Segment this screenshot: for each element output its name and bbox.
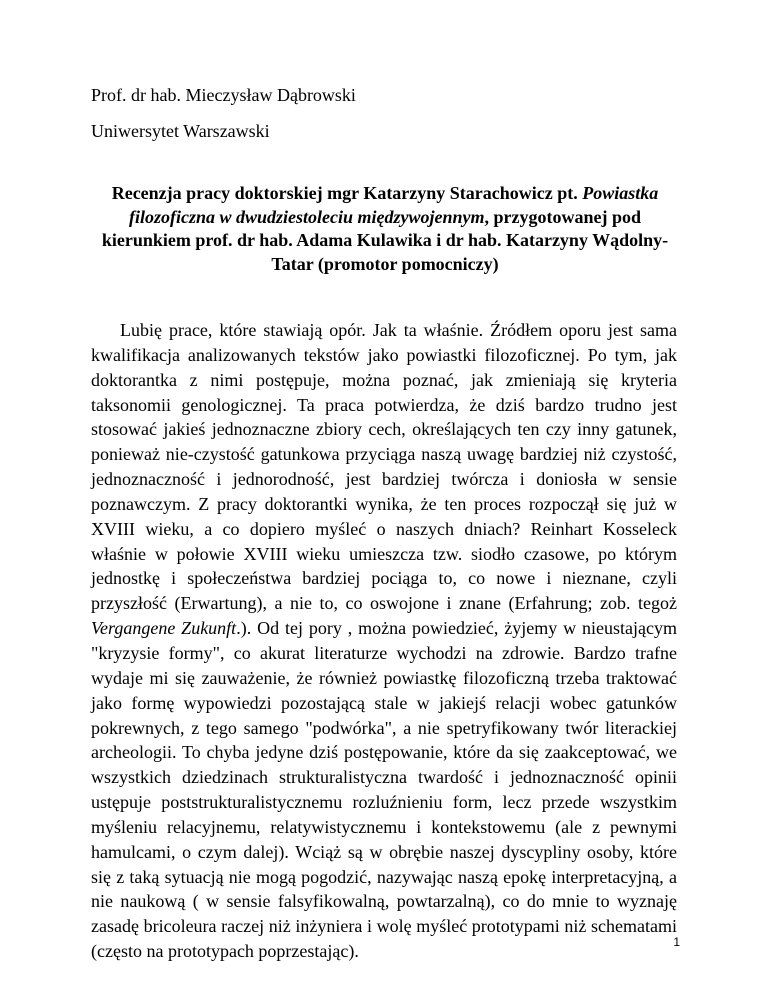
page-number: 1 [673,935,680,949]
author-name: Prof. dr hab. Mieczysław Dąbrowski [91,85,356,105]
body-text-end: .). Od tej pory , można powiedzieć, żyjemy w nieustającym "kryzysie formy", co akurat literaturze wychodzi na zdrowie. Bardzo trafne wydaje mi się zauważenie, że również powiastkę filozoficzną trzeba traktować jako formę wypowiedzi pozostającą stale w jakiejś relacji wobec gatunków pokrewnych, z tego samego "podwórka", a nie spetryfikowany twór literackiej archeologii. To chyba jedyne dziś postępowanie, które da się zaakceptować, we wszystkich dziedzinach strukturalistyczna twardość i jednoznaczność opinii ustępuje poststrukturalistycznemu rozluźnieniu form, lecz przede wszystkim myśleniu relacyjnemu, relatywistycznemu i kontekstowemu (ale z pewnymi hamulcami, o czym dalej). Wciąż są w obrębie naszej dyscypliny osoby, które się z taką sytuacją nie mogą pogodzić, nazywając naszą epokę interpretacyjną, a nie naukową ( w sensie falsyfikowalną, powtarzalną), co do mnie to wyznaję zasadę bricoleura raczej niż inżyniera i wolę myśleć prototypami niż schematami (często na prototypach poprzestając). [91,618,677,962]
body-cited-work: Vergangene Zukunft [91,618,237,639]
title-text-end: , przygotowanej pod kierunkiem prof. dr hab. Adama Kulawika i dr hab. Katarzyny Wądolny-Tatar (promotor pomocniczy) [101,206,669,274]
body-text-start: Lubię prace, które stawiają opór. Jak ta właśnie. Źródłem oporu jest sama kwalifikacja analizowanych tekstów jako powiastki filozoficznej. Po tym, jak doktorantka z nimi postępuje, można poznać, jak zmieniają się kryteria taksonomii genologicznej. Ta praca potwierdza, że dziś bardzo trudno jest stosować jakieś jednoznaczne zbiory cech, określających ten czy inny gatunek, ponieważ nie-czystość gatunkowa przyciąga naszą uwagę bardziej niż czystość, jednoznaczność i jednorodność, jest bardziej twórcza i doniosła w sensie poznawczym. Z pracy doktorantki wynika, że ten proces rozpoczął się już w XVIII wieku, a co dopiero myśleć o naszych dniach? Reinhart Kosseleck właśnie w połowie XVIII wieku umieszcza tzw. siodło czasowe, po którym jednostkę i społeczeństwa bardziej pociąga to, co nowe i nieznane, czyli przyszłość (Erwartung), a nie to, co oswojone i znane (Erfahrung; zob. tegoż [91,320,677,614]
review-title [91,182,679,276]
author-affiliation: Uniwersytet Warszawski [91,121,270,141]
title-book-name: Powiastka filozoficzna w dwudziestoleciu międzywojennym [128,183,659,227]
body-paragraph [91,318,677,964]
title-text-start: Recenzja pracy doktorskiej mgr Katarzyny Starachowicz pt. [111,183,583,203]
